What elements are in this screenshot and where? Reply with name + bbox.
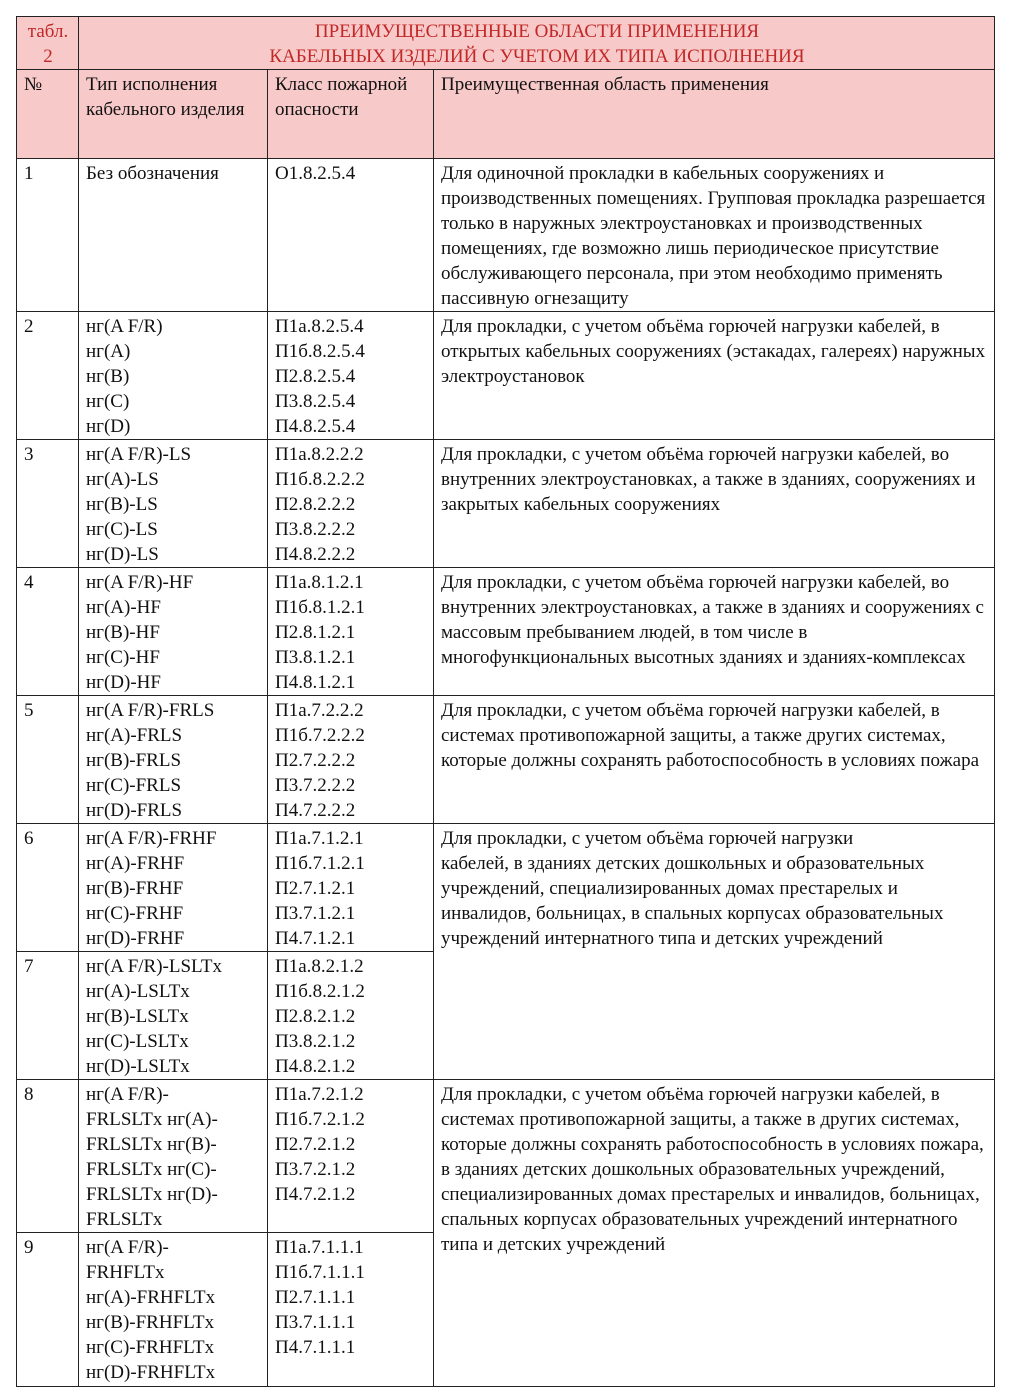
- class-value: П1б.7.1.1.1: [275, 1262, 365, 1283]
- type-cell: [79, 159, 268, 312]
- class-value: П3.7.2.2.2: [275, 775, 356, 796]
- type-value: нг(B)-FRLS: [86, 750, 182, 771]
- table-row: [17, 568, 995, 696]
- row-number: 9: [17, 1233, 79, 1387]
- class-value: П1б.8.2.2.2: [275, 469, 365, 490]
- table-label-text: табл.: [27, 21, 69, 42]
- class-value: П4.7.2.2.2: [275, 800, 356, 821]
- type-value: нг(A F/R)-HF: [86, 572, 194, 593]
- row-number: 5: [17, 696, 79, 824]
- table-row: [17, 440, 995, 568]
- type-value: FRHFLTx: [86, 1262, 165, 1283]
- class-value: П1а.7.2.1.2: [275, 1084, 364, 1105]
- class-value: П4.7.1.2.1: [275, 928, 356, 949]
- class-value: П2.8.2.5.4: [275, 366, 356, 387]
- table-number-text: 2: [43, 46, 53, 67]
- type-cell: [79, 952, 268, 1080]
- type-value: нг(A F/R)-: [86, 1084, 169, 1105]
- table-title-line-1: ПРЕИМУЩЕСТВЕННЫЕ ОБЛАСТИ ПРИМЕНЕНИЯ: [314, 21, 760, 42]
- class-value: П1а.7.1.2.1: [275, 828, 364, 849]
- type-cell: [79, 568, 268, 696]
- header-type: Тип исполнения кабельного изделия: [79, 70, 268, 159]
- row-number: 7: [17, 952, 79, 1080]
- type-value: FRLSLTx: [86, 1209, 163, 1230]
- class-value: П1а.8.2.5.4: [275, 316, 364, 337]
- type-cell: [79, 440, 268, 568]
- type-value: нг(A)-LS: [86, 469, 159, 490]
- area-cell: Для прокладки, с учетом объёма горючей нагрузки кабелей, во внутренних электроустановках, а также в зданиях, сооружениях и закрытых кабельных сооружениях: [434, 440, 995, 568]
- area-first-line: Для прокладки, с учетом объёма горючей нагрузки: [441, 828, 854, 849]
- type-value: нг(D)-LS: [86, 544, 159, 565]
- type-value: Без обозначения: [86, 163, 219, 184]
- row-number: 1: [17, 159, 79, 312]
- class-value: П3.8.2.2.2: [275, 519, 356, 540]
- class-value: П3.7.1.2.1: [275, 903, 356, 924]
- table-title-line-2: КАБЕЛЬНЫХ ИЗДЕЛИЙ С УЧЕТОМ ИХ ТИПА ИСПОЛНЕНИЯ: [269, 46, 805, 67]
- type-value: FRLSLTx нг(A)-: [86, 1109, 218, 1130]
- class-value: П2.7.2.2.2: [275, 750, 356, 771]
- table-label-cell: [17, 17, 79, 70]
- class-value: П1а.7.2.2.2: [275, 700, 364, 721]
- class-cell: [268, 440, 434, 568]
- class-cell: [268, 824, 434, 952]
- document: [16, 16, 995, 1387]
- type-value: нг(C)-LS: [86, 519, 158, 540]
- row-number: 4: [17, 568, 79, 696]
- table-row: [17, 159, 995, 312]
- row-number: 2: [17, 312, 79, 440]
- class-value: П1а.8.2.1.2: [275, 956, 364, 977]
- type-value: нг(C)-FRLS: [86, 775, 182, 796]
- table-row: [17, 1080, 995, 1233]
- area-cell: Для одиночной прокладки в кабельных сооружениях и производственных помещениях. Групповая прокладка разрешается только в наружных электроустановках и производственных помещениях, где возможно лишь периодическое присутствие обслуживающего персонала, при этом необходимо применять пассивную огнезащиту: [434, 159, 995, 312]
- type-value: нг(C)-FRHFLTx: [86, 1337, 215, 1358]
- type-value: нг(C)-LSLTx: [86, 1031, 189, 1052]
- type-value: нг(C)-HF: [86, 647, 160, 668]
- class-cell: [268, 952, 434, 1080]
- type-value: нг(D)-FRHF: [86, 928, 185, 949]
- type-value: нг(A)-FRLS: [86, 725, 183, 746]
- type-cell: [79, 312, 268, 440]
- class-cell: [268, 1080, 434, 1233]
- type-cell: [79, 696, 268, 824]
- class-cell: [268, 312, 434, 440]
- class-value: П4.7.2.1.2: [275, 1184, 356, 1205]
- type-value: нг(D)-FRHFLTx: [86, 1362, 216, 1383]
- class-value: П4.8.1.2.1: [275, 672, 356, 693]
- area-cell: [434, 824, 995, 1080]
- row-number: 8: [17, 1080, 79, 1233]
- type-cell: [79, 1080, 268, 1233]
- application-table: [16, 16, 995, 1387]
- area-cell: Для прокладки, с учетом объёма горючей нагрузки кабелей, в системах противопожарной защиты, а также других системах, которые должны сохранять работоспособность в условиях пожара: [434, 696, 995, 824]
- class-value: П2.7.1.1.1: [275, 1287, 356, 1308]
- type-value: нг(B)-FRHF: [86, 878, 184, 899]
- area-cell: Для прокладки, с учетом объёма горючей нагрузки кабелей, во внутренних электроустановках, а также в зданиях и сооружениях с массовым пребыванием людей, в том числе в многофункциональных высотных зданиях и зданиях-комплексах: [434, 568, 995, 696]
- type-value: нг(A)-LSLTx: [86, 981, 190, 1002]
- type-value: нг(B)-LSLTx: [86, 1006, 189, 1027]
- class-cell: [268, 696, 434, 824]
- class-value: П2.8.2.2.2: [275, 494, 356, 515]
- class-value: О1.8.2.5.4: [275, 163, 356, 184]
- type-value: нг(A F/R): [86, 316, 163, 337]
- type-value: нг(D): [86, 416, 131, 437]
- type-value: нг(D)-HF: [86, 672, 161, 693]
- class-value: П3.7.2.1.2: [275, 1159, 356, 1180]
- class-cell: [268, 159, 434, 312]
- type-value: нг(A F/R)-FRLS: [86, 700, 215, 721]
- class-value: П3.8.2.1.2: [275, 1031, 356, 1052]
- header-class: Класс пожарной опасности: [268, 70, 434, 159]
- table-row: [17, 696, 995, 824]
- header-area: Преимущественная область применения: [434, 70, 995, 159]
- row-number: 3: [17, 440, 79, 568]
- type-value: FRLSLTx нг(B)-: [86, 1134, 217, 1155]
- type-value: нг(D)-FRLS: [86, 800, 183, 821]
- type-value: нг(A)-FRHF: [86, 853, 185, 874]
- type-value: нг(B)-HF: [86, 622, 160, 643]
- area-cell: Для прокладки, с учетом объёма горючей нагрузки кабелей, в открытых кабельных сооружениях (эстакадах, галереях) наружных электроустановок: [434, 312, 995, 440]
- class-value: П4.7.1.1.1: [275, 1337, 356, 1358]
- class-value: П1б.7.2.1.2: [275, 1109, 365, 1130]
- class-value: П1б.7.1.2.1: [275, 853, 365, 874]
- type-value: нг(B)-LS: [86, 494, 158, 515]
- class-value: П1б.8.2.5.4: [275, 341, 365, 362]
- type-value: нг(A)-HF: [86, 597, 161, 618]
- area-text: кабелей, в зданиях детских дошкольных и образовательных учреждений, специализированных домах престарелых и инвалидов, больницах, в спальных корпусах образовательных учреждений интернатного типа и детских учреждений: [441, 853, 944, 949]
- class-value: П2.7.1.2.1: [275, 878, 356, 899]
- class-value: П1а.8.2.2.2: [275, 444, 364, 465]
- class-value: П4.8.2.1.2: [275, 1056, 356, 1077]
- type-value: нг(B)-FRHFLTx: [86, 1312, 215, 1333]
- class-value: П1б.8.1.2.1: [275, 597, 365, 618]
- type-value: нг(A)-FRHFLTx: [86, 1287, 216, 1308]
- table-row: [17, 824, 995, 952]
- class-value: П1а.7.1.1.1: [275, 1237, 364, 1258]
- header-num: №: [17, 70, 79, 159]
- class-cell: [268, 568, 434, 696]
- type-value: нг(C)-FRHF: [86, 903, 184, 924]
- table-title-cell: [79, 17, 995, 70]
- type-value: FRLSLTx нг(D)-: [86, 1184, 218, 1205]
- type-value: нг(A F/R)-LS: [86, 444, 192, 465]
- type-value: FRLSLTx нг(C)-: [86, 1159, 217, 1180]
- table-title-row: [17, 17, 995, 70]
- type-value: нг(C): [86, 391, 130, 412]
- type-value: нг(A): [86, 341, 131, 362]
- class-value: П4.8.2.2.2: [275, 544, 356, 565]
- type-cell: [79, 824, 268, 952]
- type-value: нг(D)-LSLTx: [86, 1056, 190, 1077]
- class-value: П4.8.2.5.4: [275, 416, 356, 437]
- class-cell: [268, 1233, 434, 1387]
- class-value: П1б.8.2.1.2: [275, 981, 365, 1002]
- class-value: П3.7.1.1.1: [275, 1312, 356, 1333]
- type-value: нг(A F/R)-LSLTx: [86, 956, 223, 977]
- class-value: П2.7.2.1.2: [275, 1134, 356, 1155]
- type-value: нг(A F/R)-: [86, 1237, 169, 1258]
- class-value: П2.8.2.1.2: [275, 1006, 356, 1027]
- column-header-row: [17, 70, 995, 159]
- table-row: [17, 312, 995, 440]
- area-cell: Для прокладки, с учетом объёма горючей нагрузки кабелей, в системах противопожарной защиты, а также в других системах, которые должны сохранять работоспособность в условиях пожара, в зданиях детских дошкольных образовательных учреждений, специализированных домах престарелых и инвалидов, больницах, спальных корпусах образовательных учреждений интернатного типа и детских учреждений: [434, 1080, 995, 1387]
- type-value: нг(B): [86, 366, 130, 387]
- class-value: П3.8.1.2.1: [275, 647, 356, 668]
- class-value: П2.8.1.2.1: [275, 622, 356, 643]
- class-value: П1б.7.2.2.2: [275, 725, 365, 746]
- row-number: 6: [17, 824, 79, 952]
- type-cell: [79, 1233, 268, 1387]
- type-value: нг(A F/R)-FRHF: [86, 828, 217, 849]
- class-value: П3.8.2.5.4: [275, 391, 356, 412]
- class-value: П1а.8.1.2.1: [275, 572, 364, 593]
